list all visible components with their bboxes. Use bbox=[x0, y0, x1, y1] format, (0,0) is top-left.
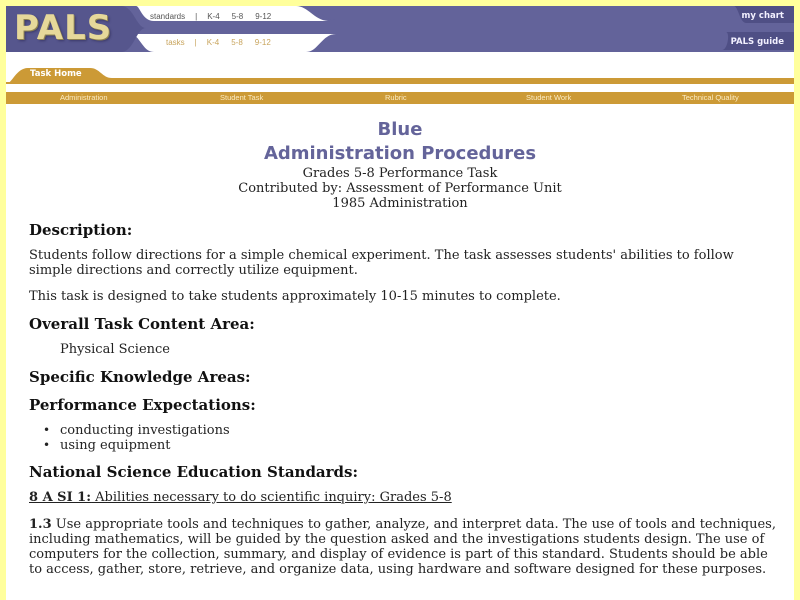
content-area-heading: Overall Task Content Area: bbox=[29, 315, 255, 333]
header-band bbox=[6, 6, 794, 52]
tab-task-home[interactable]: Task Home bbox=[30, 69, 82, 79]
standards-k4-link[interactable]: K-4 bbox=[207, 12, 220, 21]
expectations-list bbox=[60, 423, 780, 453]
page-title: Administration Procedures bbox=[263, 143, 537, 164]
nav-student-task[interactable]: Student Task bbox=[220, 93, 264, 102]
task-details bbox=[6, 221, 794, 577]
standard-item-code: 1.3 bbox=[29, 517, 52, 532]
standard-code: 8 A SI 1: bbox=[29, 490, 92, 505]
title-block bbox=[6, 118, 794, 211]
task-title: Blue bbox=[377, 119, 423, 140]
knowledge-areas-heading: Specific Knowledge Areas: bbox=[29, 368, 251, 386]
standard-link[interactable] bbox=[29, 490, 780, 505]
contributed-line: Contributed by: Assessment of Performance Unit bbox=[238, 181, 562, 196]
pals-guide-link[interactable]: PALS guide bbox=[730, 37, 784, 47]
my-chart-link[interactable]: my chart bbox=[741, 11, 784, 21]
standards-912-link[interactable]: 9-12 bbox=[255, 12, 272, 21]
nav-administration[interactable]: Administration bbox=[60, 93, 108, 102]
standards-nav bbox=[150, 12, 283, 21]
nav-separator: | bbox=[194, 38, 197, 47]
nav-separator: | bbox=[195, 12, 198, 21]
standard-link-text: Abilities necessary to do scientific inquiry: Grades 5-8 bbox=[91, 490, 452, 505]
tasks-label[interactable]: tasks bbox=[166, 38, 185, 47]
nav-rubric[interactable]: Rubric bbox=[385, 93, 407, 102]
page bbox=[6, 6, 794, 600]
section-nav-bar bbox=[6, 92, 794, 104]
main-content bbox=[6, 118, 794, 588]
nav-student-work[interactable]: Student Work bbox=[526, 93, 572, 102]
tasks-k4-link[interactable]: K-4 bbox=[206, 38, 220, 47]
standards-label[interactable]: standards bbox=[150, 12, 186, 21]
standards-heading: National Science Education Standards: bbox=[29, 463, 359, 481]
tab-row bbox=[6, 60, 794, 88]
header bbox=[6, 6, 794, 52]
nav-technical-quality[interactable]: Technical Quality bbox=[682, 93, 739, 102]
standard-item bbox=[29, 517, 780, 577]
standard-item-text: Use appropriate tools and techniques to gather, analyze, and interpret data. The use of tools and techniques, including mathematics, will be guided by the question asked and the investigations students design. The use of computers for the collection, summary, and display of evidence is part of this standard. Students should be able to access, gather, store, retrieve, and organize data, using hardware and software designed for these purposes. bbox=[29, 517, 776, 577]
tasks-912-link[interactable]: 9-12 bbox=[254, 38, 271, 47]
grades-line: Grades 5-8 Performance Task bbox=[302, 166, 498, 181]
pals-logo[interactable]: PALS bbox=[14, 8, 113, 48]
year-line: 1985 Administration bbox=[332, 196, 468, 211]
tasks-58-link[interactable]: 5-8 bbox=[231, 38, 243, 47]
standards-58-link[interactable]: 5-8 bbox=[231, 12, 244, 21]
duration-text: This task is designed to take students approximately 10-15 minutes to complete. bbox=[29, 289, 561, 304]
tasks-nav bbox=[166, 38, 283, 47]
expectations-heading: Performance Expectations: bbox=[29, 396, 256, 414]
list-item: • using equipment bbox=[60, 438, 780, 453]
list-item: • conducting investigations bbox=[60, 423, 780, 438]
description-heading: Description: bbox=[29, 221, 133, 239]
description-text: Students follow directions for a simple chemical experiment. The task assesses students' abilities to follow simple directions and correctly utilize equipment. bbox=[29, 248, 734, 278]
content-area-value: Physical Science bbox=[60, 342, 170, 357]
